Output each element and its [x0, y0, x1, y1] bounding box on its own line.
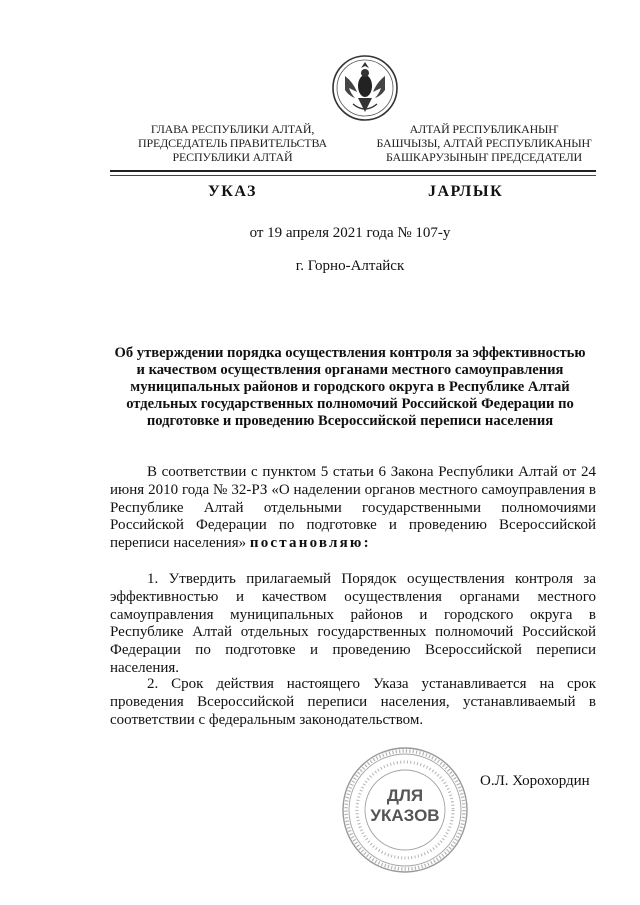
item-1-paragraph: 1. Утвердить прилагаемый Порядок осуществления контроля за эффективностью и качеством осуществления органами местного самоуправления муниципальных районов и городского округа в Республике Алтай отдельных государственных полномочий Российской Федерации по подготовке и проведению Всероссийской переписи населения. — [110, 571, 596, 676]
doc-type-altai: JАРЛЫК — [428, 183, 504, 200]
header-left-line: ПРЕДСЕДАТЕЛЬ ПРАВИТЕЛЬСТВА — [138, 136, 327, 150]
document-date-number: от 19 апреля 2021 года № 107-у — [249, 225, 451, 241]
decree-keyword: постановляю: — [249, 535, 371, 552]
official-seal-stamp — [340, 745, 470, 875]
header-divider-thin — [110, 175, 596, 176]
signatory-name: О.Л. Хорохордин — [480, 773, 590, 789]
header-left-line: РЕСПУБЛИКИ АЛТАЙ — [172, 150, 293, 164]
stamp-text-line: УКАЗОВ — [370, 806, 440, 825]
stamp-text-line: ДЛЯ — [386, 786, 424, 805]
title-line: подготовке и проведению Всероссийской переписи населения — [146, 413, 554, 429]
item-2-paragraph: 2. Срок действия настоящего Указа устанавливается на срок проведения Всероссийской переписи населения, устанавливаемый в соответствии с федеральным законодательством. — [110, 676, 596, 728]
preamble-text: В соответствии с пунктом 5 статьи 6 Закона Республики Алтай от 24 июня 2010 года № 32-РЗ «О наделении органов местного самоуправления в Республике Алтай отдельными государственными полномочиями Российской Федерации по подготовке и проведению Всероссийской переписи населения» — [110, 464, 596, 552]
header-left-line: ГЛАВА РЕСПУБЛИКИ АЛТАЙ, — [150, 122, 315, 136]
title-line: Об утверждении порядка осуществления контроля за эффективностью — [114, 345, 586, 361]
header-right-line: БАШКАРУЗЫНЫҤ ПРЕДСЕДАТЕЛИ — [386, 150, 582, 164]
title-line: и качеством осуществления органами местного самоуправления — [136, 362, 564, 378]
header-right-block — [358, 122, 610, 164]
title-line: муниципальных районов и городского округа в Республике Алтай — [130, 379, 570, 395]
title-line: отдельных государственных полномочий Российской Федерации по — [126, 396, 574, 412]
header-right-line: БАШЧЫЗЫ, АЛТАЙ РЕСПУБЛИКАНЫҤ — [376, 136, 592, 150]
header-divider-thick — [110, 170, 596, 172]
preamble-paragraph — [110, 464, 596, 553]
document-title — [100, 345, 600, 430]
header-left-block — [110, 122, 355, 164]
coat-of-arms-emblem — [331, 52, 399, 124]
doc-type-russian: УКАЗ — [208, 183, 257, 200]
header-right-line: АЛТАЙ РЕСПУБЛИКАНЫҤ — [409, 122, 559, 136]
document-city: г. Горно-Алтайск — [295, 258, 405, 274]
